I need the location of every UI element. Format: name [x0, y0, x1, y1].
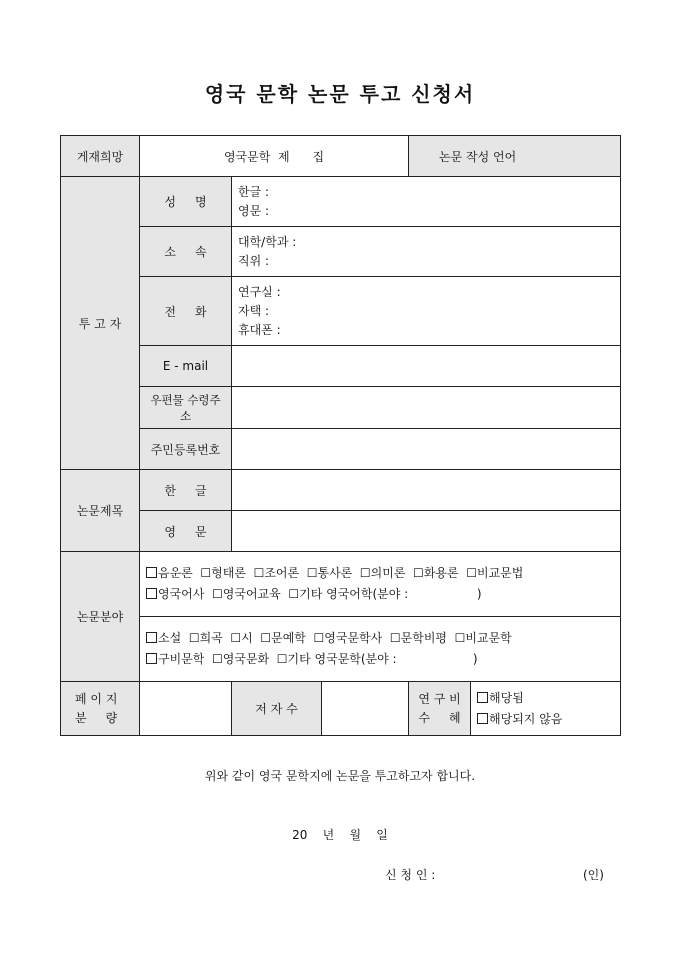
resident-number-label: 주민등록번호 — [140, 429, 232, 470]
affiliation-position-line: 직위 : — [238, 253, 270, 268]
phone-mobile-line: 휴대폰 : — [238, 322, 281, 337]
checkbox-icon[interactable] — [146, 653, 157, 664]
linguistics-line-1: 음운론 ☐형태론 ☐조어론 ☐통사론 ☐의미론 ☐화용론 ☐비교문법 — [146, 563, 614, 584]
publication-label: 게재희망 — [61, 136, 140, 177]
applicant-label: 신 청 인 : — [385, 868, 436, 882]
publication-volume-field[interactable]: 영국문학 제 집 — [140, 136, 409, 177]
literature-options[interactable] — [140, 617, 621, 682]
checkbox-icon[interactable] — [146, 567, 157, 578]
resident-number-field[interactable] — [232, 429, 621, 470]
paper-title-label: 논문제목 — [61, 470, 140, 552]
author-count-label: 저 자 수 — [232, 682, 322, 736]
affiliation-dept-line: 대학/학과 : — [238, 234, 297, 249]
contributor-label: 투 고 자 — [61, 177, 140, 470]
title-korean-row — [61, 470, 621, 511]
affiliation-field[interactable] — [232, 227, 621, 277]
title-korean-field[interactable] — [232, 470, 621, 511]
form-title: 영국 문학 논문 투고 신청서 — [204, 82, 476, 106]
research-grant-label: 연 구 비 수 혜 — [409, 682, 471, 736]
literature-line-2: 구비문학 ☐영국문화 ☐기타 영국문학(분야 : ) — [146, 649, 614, 670]
resident-row — [61, 429, 621, 470]
title-english-label: 영 문 — [140, 511, 232, 552]
language-label: 논문 작성 언어 — [409, 136, 621, 177]
postal-row — [61, 387, 621, 429]
grant-no-option[interactable]: 해당되지 않음 — [477, 709, 614, 730]
email-row — [61, 346, 621, 387]
postal-address-field[interactable] — [232, 387, 621, 429]
name-row — [61, 177, 621, 227]
title-english-row — [61, 511, 621, 552]
affiliation-label: 소 속 — [140, 227, 232, 277]
page-count-field[interactable] — [140, 682, 232, 736]
grant-yes-option[interactable]: 해당됨 — [477, 688, 614, 709]
application-table — [60, 135, 621, 736]
email-field[interactable] — [232, 346, 621, 387]
linguistics-line-2: 영국어사 ☐영국어교육 ☐기타 영국어학(분야 : ) — [146, 584, 614, 605]
paper-field-label: 논문분야 — [61, 552, 140, 682]
phone-office-line: 연구실 : — [238, 284, 281, 299]
submission-statement: 위와 같이 영국 문학지에 논문을 투고하고자 합니다. — [204, 769, 476, 783]
author-count-field[interactable] — [322, 682, 409, 736]
postal-label: 우편물 수령주소 — [140, 387, 232, 429]
checkbox-icon[interactable] — [477, 713, 488, 724]
checkbox-icon[interactable] — [146, 588, 157, 599]
name-english-line: 영문 : — [238, 203, 270, 218]
field-linguistics-row — [61, 552, 621, 617]
email-label: E - mail — [140, 346, 232, 387]
linguistics-options[interactable] — [140, 552, 621, 617]
phone-label: 전 화 — [140, 277, 232, 346]
title-english-field[interactable] — [232, 511, 621, 552]
phone-field[interactable] — [232, 277, 621, 346]
bottom-row — [61, 682, 621, 736]
name-korean-line: 한글 : — [238, 184, 270, 199]
checkbox-icon[interactable] — [146, 632, 157, 643]
research-grant-options[interactable] — [471, 682, 621, 736]
name-field[interactable] — [232, 177, 621, 227]
seal-label: (인) — [583, 868, 604, 882]
publication-row — [61, 136, 621, 177]
literature-line-1: 소설 ☐희곡 ☐시 ☐문예학 ☐영국문학사 ☐문학비평 ☐비교문학 — [146, 628, 614, 649]
phone-home-line: 자택 : — [238, 303, 270, 318]
name-label: 성 명 — [140, 177, 232, 227]
page-count-label: 페 이 지 분 량 — [61, 682, 140, 736]
phone-row — [61, 277, 621, 346]
checkbox-icon[interactable] — [477, 692, 488, 703]
title-korean-label: 한 글 — [140, 470, 232, 511]
field-literature-row — [61, 617, 621, 682]
date-line: 20 년 월 일 — [292, 828, 388, 842]
affiliation-row — [61, 227, 621, 277]
